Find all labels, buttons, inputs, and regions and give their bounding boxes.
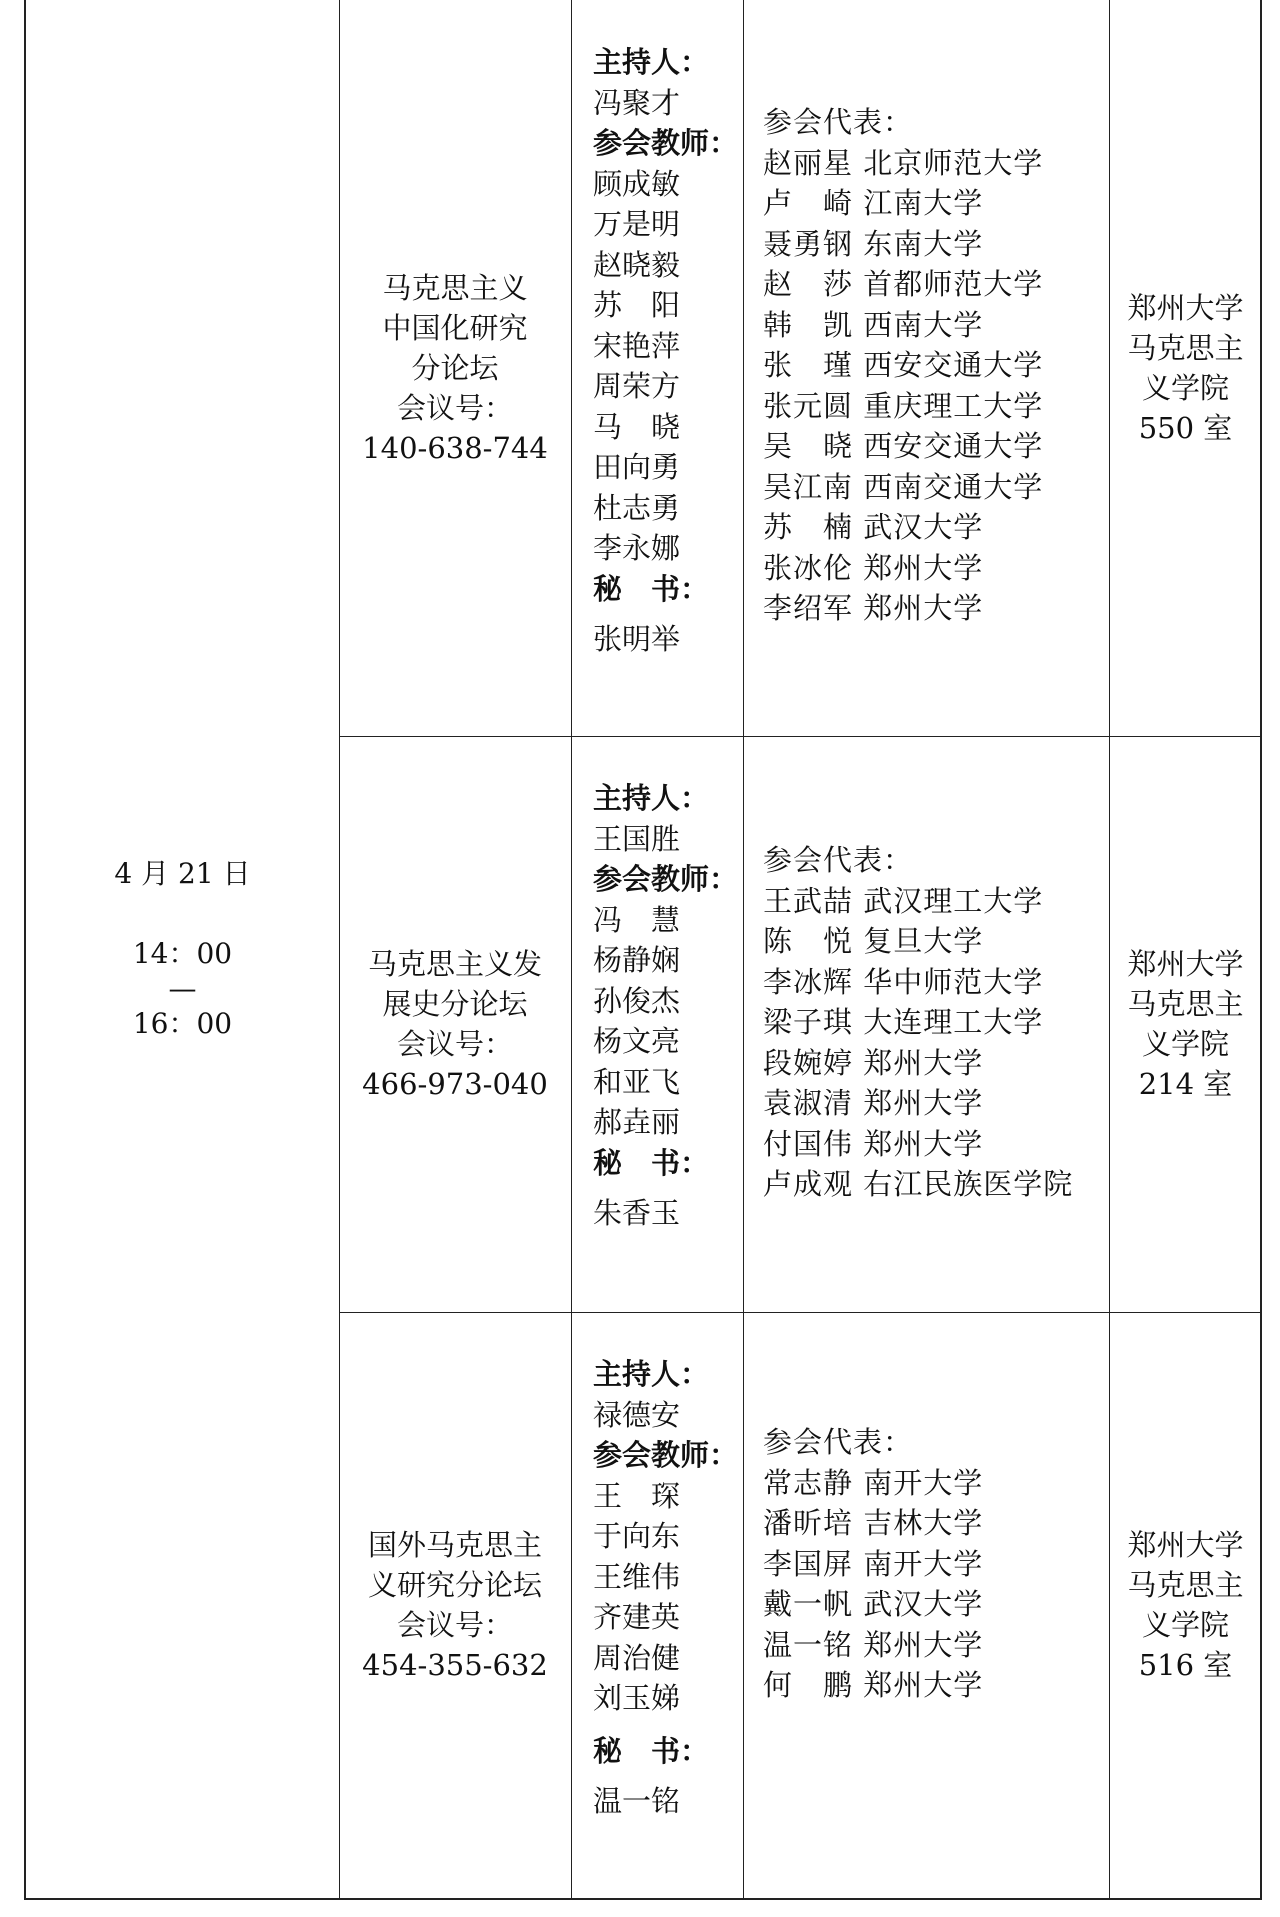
rep-entry: 吴 晓 西安交通大学 [763,429,1044,463]
teacher-name: 王 琛 [593,1478,681,1513]
rep-entry: 何 鹏 郑州大学 [763,1668,984,1702]
teachers-label: 参会教师： [593,126,739,160]
rep-entry: 聂勇钢 东南大学 [763,226,984,261]
teachers-label: 参会教师： [593,1438,739,1472]
room-line: 义学院 [1141,371,1229,405]
forum-name-line: 马克思主义发 [367,947,542,981]
secretary-label: 秘 书： [593,571,710,606]
rep-entry: 韩 凯 西南大学 [763,307,984,342]
staff-cell-3 [571,1312,743,1898]
meeting-id: 140-638-744 [362,431,548,465]
room-line: 义学院 [1141,1608,1229,1642]
room-line: 义学院 [1141,1027,1229,1061]
teacher-name: 和亚飞 [593,1064,681,1099]
meeting-id: 466-973-040 [362,1067,548,1101]
teacher-name: 万是明 [593,207,681,241]
rep-entry: 卢 崎 江南大学 [763,186,984,220]
secretary-name: 张明举 [593,622,681,656]
teacher-name: 孙俊杰 [593,983,681,1018]
rep-entry: 李绍军 郑州大学 [763,591,984,625]
teacher-name: 周荣方 [593,369,681,403]
rep-entry: 陈 悦 复旦大学 [763,924,984,958]
room-line: 郑州大学 [1127,1528,1244,1562]
teacher-name: 田向勇 [593,450,681,484]
teacher-name: 马 晓 [593,409,681,444]
rep-entry: 赵丽星 北京师范大学 [763,145,1044,180]
teacher-name: 王维伟 [593,1559,681,1594]
host-label: 主持人： [593,45,710,79]
host-label: 主持人： [593,1357,710,1391]
teacher-name: 冯 慧 [593,902,681,937]
room-cell-1 [1109,0,1262,736]
rep-entry: 王武喆 武汉理工大学 [763,883,1044,918]
room-line: 郑州大学 [1127,291,1244,325]
reps-cell-2 [743,736,1109,1312]
reps-label: 参会代表： [763,843,914,877]
rep-entry: 苏 楠 武汉大学 [763,510,984,544]
teacher-name: 杨静娴 [593,943,681,977]
reps-label: 参会代表： [763,105,914,139]
room-line: 马克思主 [1127,987,1244,1021]
rep-entry: 赵 莎 首都师范大学 [763,267,1044,301]
rep-entry: 付国伟 郑州大学 [763,1126,984,1161]
rep-entry: 戴一帆 武汉大学 [763,1587,984,1621]
rep-entry: 张 瑾 西安交通大学 [763,348,1044,382]
reps-cell-1 [743,0,1109,736]
teacher-name: 郝垚丽 [593,1105,681,1139]
forum-name-line: 中国化研究 [382,311,528,345]
host-name: 王国胜 [593,821,681,856]
host-name: 禄德安 [593,1397,681,1432]
teacher-name: 刘玉娣 [593,1681,681,1715]
schedule-table [24,0,1262,1900]
rep-entry: 李冰辉 华中师范大学 [763,964,1044,999]
meeting-id: 454-355-632 [362,1648,548,1682]
room-line: 马克思主 [1127,1568,1244,1602]
rep-entry: 李国屏 南开大学 [763,1546,984,1581]
room-line: 郑州大学 [1127,947,1244,981]
teacher-name: 赵晓毅 [593,247,681,282]
rep-entry: 梁子琪 大连理工大学 [763,1005,1044,1039]
secretary-label: 秘 书： [593,1733,710,1768]
rep-entry: 卢成观 右江民族医学院 [763,1167,1074,1201]
forum-cell-1 [339,0,571,736]
room-number: 214 室 [1138,1067,1233,1101]
staff-cell-2 [571,736,743,1312]
meeting-id-label: 会议号： [396,1608,513,1642]
teacher-name: 周治健 [593,1640,681,1675]
rep-entry: 吴江南 西南交通大学 [763,469,1044,504]
room-number: 516 室 [1138,1648,1233,1682]
reps-label: 参会代表： [763,1425,914,1459]
date-time-cell [26,0,339,1898]
secretary-name: 温一铭 [593,1784,681,1818]
room-cell-2 [1109,736,1262,1312]
forum-name-line: 展史分论坛 [382,987,528,1021]
forum-cell-2 [339,736,571,1312]
forum-name-line: 分论坛 [411,351,499,385]
rep-entry: 张冰伦 郑州大学 [763,550,984,585]
host-label: 主持人： [593,781,710,815]
rep-entry: 袁淑清 郑州大学 [763,1086,984,1120]
rep-entry: 潘昕培 吉林大学 [763,1506,984,1540]
meeting-id-label: 会议号： [396,391,513,425]
room-line: 马克思主 [1127,331,1244,365]
teacher-name: 苏 阳 [593,288,681,322]
rep-entry: 常志静 南开大学 [763,1465,984,1500]
staff-cell-1 [571,0,743,736]
start-time: 14：00 [132,937,233,970]
forum-name-line: 国外马克思主 [367,1528,542,1562]
secretary-name: 朱香玉 [593,1196,681,1230]
rep-entry: 张元圆 重庆理工大学 [763,388,1044,423]
forum-name-line: 义研究分论坛 [367,1568,542,1602]
teachers-label: 参会教师： [593,862,739,896]
teacher-name: 齐建英 [593,1600,681,1634]
teacher-name: 顾成敏 [593,166,681,201]
forum-name-line: 马克思主义 [382,271,528,305]
teacher-name: 李永娜 [593,531,681,565]
rep-entry: 温一铭 郑州大学 [763,1627,984,1662]
meeting-id-label: 会议号： [396,1027,513,1061]
teacher-name: 杜志勇 [593,490,681,525]
teacher-name: 宋艳萍 [593,328,681,363]
session-date: 4 月 21 日 [114,857,251,890]
forum-cell-3 [339,1312,571,1898]
teacher-name: 杨文亮 [593,1024,681,1058]
secretary-label: 秘 书： [593,1145,710,1180]
teacher-name: 于向东 [593,1519,681,1553]
rep-entry: 段婉婷 郑州大学 [763,1045,984,1080]
host-name: 冯聚才 [593,85,681,120]
reps-cell-3 [743,1312,1109,1898]
time-dash: — [168,972,197,1005]
room-number: 550 室 [1138,411,1233,445]
room-cell-3 [1109,1312,1262,1898]
end-time: 16：00 [132,1007,233,1040]
